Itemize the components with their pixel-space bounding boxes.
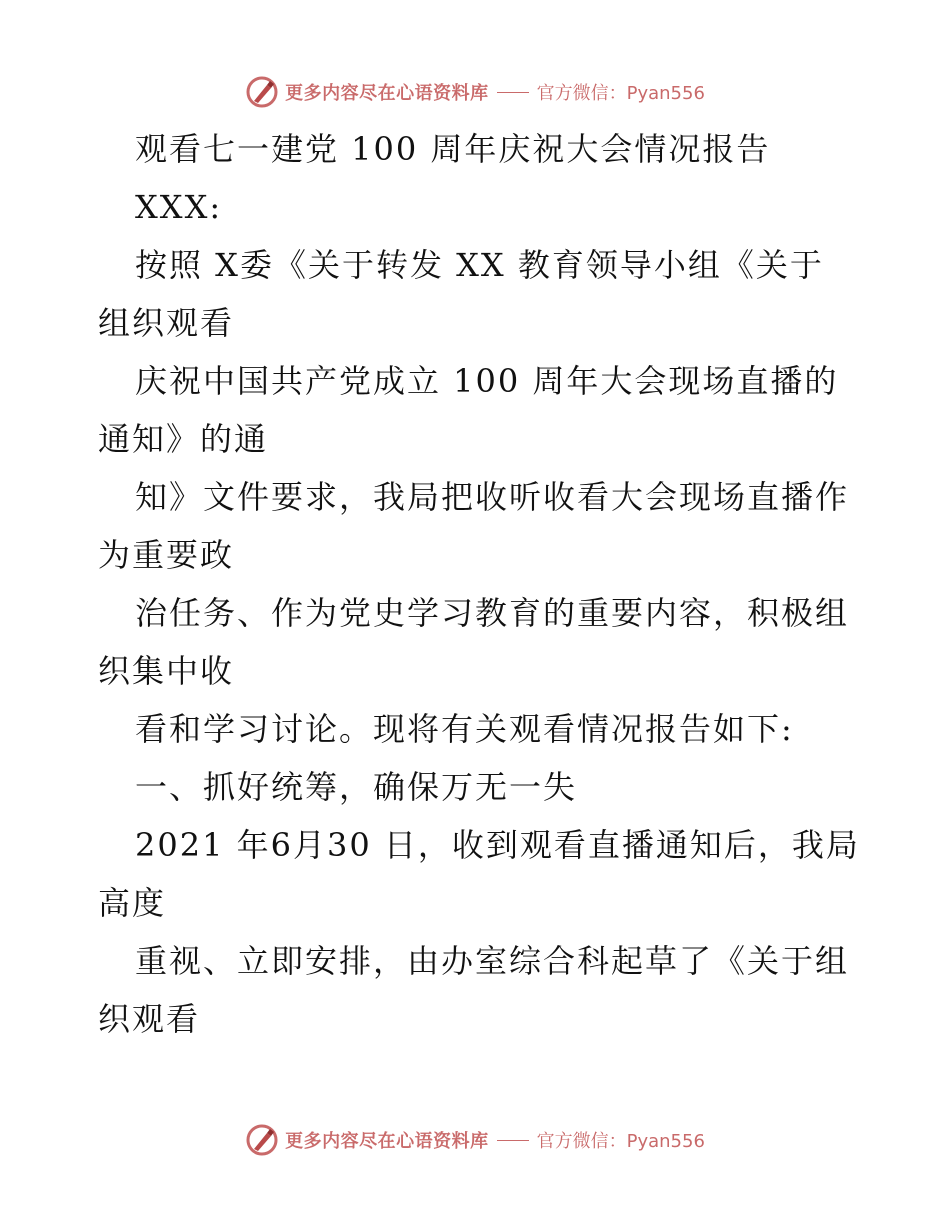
document-line: 织集中收 xyxy=(98,652,235,690)
watermark-wechat-text: 官方微信：Pyan556 xyxy=(536,83,705,104)
watermark-brand-text: 更多内容尽在心语资料库 xyxy=(285,83,489,104)
document-line: 知》文件要求，我局把收听收看大会现场直播作 xyxy=(135,478,850,516)
document-body xyxy=(98,120,858,1048)
document-line: 组织观看 xyxy=(98,304,235,342)
pen-logo-icon xyxy=(245,75,279,109)
document-line: 为重要政 xyxy=(98,536,235,574)
watermark-wechat-text: 官方微信：Pyan556 xyxy=(536,1131,705,1152)
document-line: 看和学习讨论。现将有关观看情况报告如下: xyxy=(135,710,794,748)
document-line: 2021 年6月30 日，收到观看直播通知后，我局 xyxy=(135,826,860,864)
document-line: 按照 X委《关于转发 XX 教育领导小组《关于 xyxy=(135,246,824,284)
document-line: 庆祝中国共产党成立 100 周年大会现场直播的 xyxy=(135,362,839,400)
watermark-brand-text: 更多内容尽在心语资料库 xyxy=(285,1131,489,1152)
watermark-separator xyxy=(497,92,529,93)
document-line: 高度 xyxy=(98,884,167,922)
document-line: 通知》的通 xyxy=(98,420,269,458)
document-line: 观看七一建党 100 周年庆祝大会情况报告 xyxy=(135,130,771,168)
document-line: 重视、立即安排，由办室综合科起草了《关于组 xyxy=(135,942,850,980)
document-line: 治任务、作为党史学习教育的重要内容，积极组 xyxy=(135,594,850,632)
document-line: 一、抓好统筹，确保万无一失 xyxy=(135,768,578,806)
footer-watermark xyxy=(0,1120,950,1160)
document-line: XXX: xyxy=(135,188,223,226)
pen-logo-icon xyxy=(245,1123,279,1157)
document-line: 织观看 xyxy=(98,1000,201,1038)
header-watermark xyxy=(0,72,950,112)
watermark-separator xyxy=(497,1140,529,1141)
